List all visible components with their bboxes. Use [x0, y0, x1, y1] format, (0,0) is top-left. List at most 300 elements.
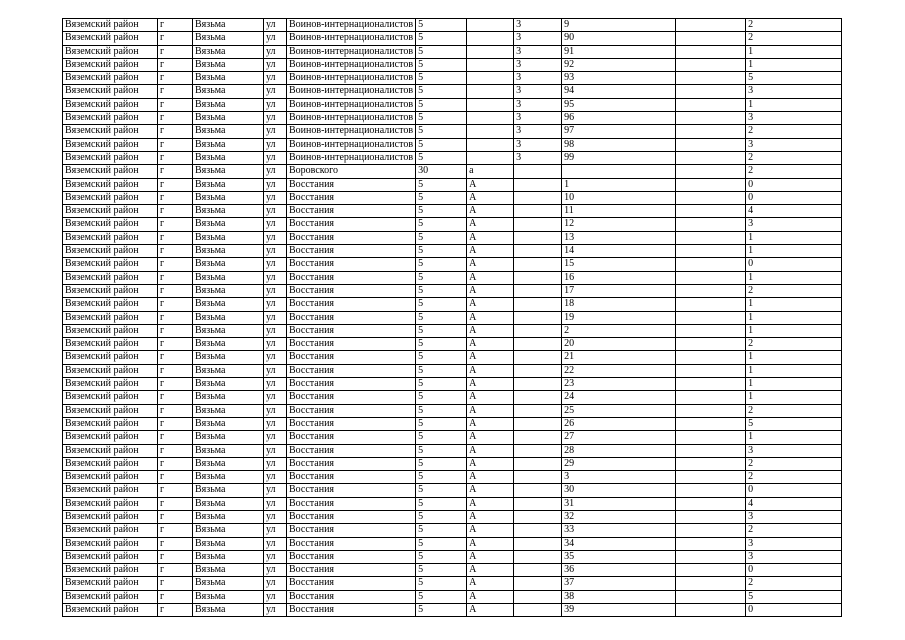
cell-apartment: 1	[562, 178, 676, 191]
cell-building	[514, 378, 562, 391]
cell-settlement-type: г	[158, 205, 193, 218]
cell-street-type: ул	[264, 338, 287, 351]
cell-street-type: ул	[264, 351, 287, 364]
cell-settlement-type: г	[158, 271, 193, 284]
cell-district: Вяземский район	[63, 85, 158, 98]
cell-apartment: 15	[562, 258, 676, 271]
cell-building: 3	[514, 58, 562, 71]
cell-apartment: 34	[562, 537, 676, 550]
cell-street: Восстания	[287, 258, 416, 271]
cell-apartment: 33	[562, 524, 676, 537]
cell-count: 5	[746, 590, 842, 603]
cell-settlement: Вязьма	[193, 85, 264, 98]
cell-district: Вяземский район	[63, 324, 158, 337]
cell-count: 2	[746, 19, 842, 32]
table-row	[63, 537, 842, 550]
cell-count: 0	[746, 178, 842, 191]
cell-street: Восстания	[287, 245, 416, 258]
cell-apartment: 92	[562, 58, 676, 71]
table-row	[63, 284, 842, 297]
cell-settlement: Вязьма	[193, 444, 264, 457]
cell-settlement: Вязьма	[193, 497, 264, 510]
cell-house-number: 5	[416, 58, 467, 71]
cell-settlement-type: г	[158, 338, 193, 351]
cell-settlement: Вязьма	[193, 245, 264, 258]
cell-settlement-type: г	[158, 604, 193, 617]
cell-street-type: ул	[264, 444, 287, 457]
cell-street: Воинов-интернационалистов	[287, 45, 416, 58]
cell-count: 0	[746, 191, 842, 204]
cell-blank	[676, 45, 746, 58]
cell-district: Вяземский район	[63, 431, 158, 444]
cell-house-number: 5	[416, 564, 467, 577]
cell-house-letter: А	[467, 258, 514, 271]
table-row	[63, 218, 842, 231]
cell-building	[514, 351, 562, 364]
table-row	[63, 85, 842, 98]
cell-street: Восстания	[287, 444, 416, 457]
cell-settlement: Вязьма	[193, 391, 264, 404]
table-row	[63, 245, 842, 258]
cell-blank	[676, 537, 746, 550]
cell-count: 1	[746, 231, 842, 244]
cell-house-letter: А	[467, 404, 514, 417]
cell-district: Вяземский район	[63, 125, 158, 138]
cell-settlement: Вязьма	[193, 550, 264, 563]
cell-blank	[676, 72, 746, 85]
cell-district: Вяземский район	[63, 497, 158, 510]
cell-district: Вяземский район	[63, 178, 158, 191]
cell-street-type: ул	[264, 431, 287, 444]
cell-count: 2	[746, 338, 842, 351]
cell-house-number: 5	[416, 298, 467, 311]
cell-street-type: ул	[264, 471, 287, 484]
cell-house-letter: А	[467, 338, 514, 351]
cell-count: 2	[746, 165, 842, 178]
cell-street: Воинов-интернационалистов	[287, 98, 416, 111]
cell-apartment: 90	[562, 32, 676, 45]
cell-street: Восстания	[287, 205, 416, 218]
cell-street-type: ул	[264, 138, 287, 151]
table-row	[63, 45, 842, 58]
cell-house-number: 5	[416, 550, 467, 563]
cell-building: 3	[514, 19, 562, 32]
cell-street: Восстания	[287, 404, 416, 417]
table-row	[63, 58, 842, 71]
cell-settlement-type: г	[158, 58, 193, 71]
cell-district: Вяземский район	[63, 364, 158, 377]
cell-building	[514, 484, 562, 497]
table-row	[63, 112, 842, 125]
cell-apartment: 36	[562, 564, 676, 577]
table-body	[63, 19, 842, 617]
cell-street: Восстания	[287, 178, 416, 191]
table-row	[63, 138, 842, 151]
cell-count: 2	[746, 151, 842, 164]
cell-house-number: 5	[416, 72, 467, 85]
cell-blank	[676, 191, 746, 204]
cell-street: Восстания	[287, 364, 416, 377]
cell-house-letter: А	[467, 550, 514, 563]
cell-settlement: Вязьма	[193, 72, 264, 85]
cell-district: Вяземский район	[63, 417, 158, 430]
cell-house-number: 5	[416, 524, 467, 537]
cell-settlement-type: г	[158, 19, 193, 32]
cell-settlement: Вязьма	[193, 125, 264, 138]
cell-street: Восстания	[287, 550, 416, 563]
table-row	[63, 484, 842, 497]
cell-count: 3	[746, 537, 842, 550]
cell-street: Восстания	[287, 471, 416, 484]
cell-settlement-type: г	[158, 417, 193, 430]
cell-settlement-type: г	[158, 537, 193, 550]
cell-district: Вяземский район	[63, 165, 158, 178]
cell-building	[514, 178, 562, 191]
cell-district: Вяземский район	[63, 471, 158, 484]
cell-settlement-type: г	[158, 165, 193, 178]
cell-count: 3	[746, 112, 842, 125]
cell-blank	[676, 165, 746, 178]
table-row	[63, 590, 842, 603]
cell-building	[514, 218, 562, 231]
cell-house-letter	[467, 45, 514, 58]
cell-district: Вяземский район	[63, 564, 158, 577]
cell-street: Восстания	[287, 417, 416, 430]
cell-street-type: ул	[264, 311, 287, 324]
cell-count: 1	[746, 351, 842, 364]
cell-district: Вяземский район	[63, 351, 158, 364]
cell-district: Вяземский район	[63, 311, 158, 324]
cell-house-letter: А	[467, 564, 514, 577]
cell-apartment: 10	[562, 191, 676, 204]
cell-house-letter	[467, 19, 514, 32]
cell-settlement-type: г	[158, 191, 193, 204]
cell-building	[514, 311, 562, 324]
cell-building	[514, 245, 562, 258]
table-row	[63, 271, 842, 284]
cell-settlement: Вязьма	[193, 284, 264, 297]
cell-building: 3	[514, 125, 562, 138]
cell-district: Вяземский район	[63, 391, 158, 404]
cell-house-number: 5	[416, 125, 467, 138]
cell-street-type: ул	[264, 378, 287, 391]
cell-blank	[676, 577, 746, 590]
cell-settlement: Вязьма	[193, 32, 264, 45]
cell-building: 3	[514, 112, 562, 125]
cell-district: Вяземский район	[63, 205, 158, 218]
cell-house-letter: А	[467, 191, 514, 204]
cell-house-number: 5	[416, 178, 467, 191]
cell-settlement: Вязьма	[193, 364, 264, 377]
cell-count: 1	[746, 45, 842, 58]
cell-house-letter: А	[467, 245, 514, 258]
table-row	[63, 311, 842, 324]
cell-house-number: 5	[416, 351, 467, 364]
table-row	[63, 191, 842, 204]
cell-building	[514, 457, 562, 470]
cell-apartment: 28	[562, 444, 676, 457]
cell-building	[514, 391, 562, 404]
cell-house-number: 5	[416, 404, 467, 417]
cell-house-number: 5	[416, 218, 467, 231]
cell-building	[514, 284, 562, 297]
cell-blank	[676, 231, 746, 244]
cell-building	[514, 537, 562, 550]
cell-settlement: Вязьма	[193, 138, 264, 151]
cell-building: 3	[514, 45, 562, 58]
cell-blank	[676, 218, 746, 231]
cell-apartment: 38	[562, 590, 676, 603]
cell-count: 2	[746, 125, 842, 138]
cell-house-number: 5	[416, 205, 467, 218]
cell-apartment: 99	[562, 151, 676, 164]
cell-count: 1	[746, 364, 842, 377]
cell-street-type: ул	[264, 391, 287, 404]
cell-house-letter: А	[467, 497, 514, 510]
cell-building	[514, 444, 562, 457]
cell-settlement-type: г	[158, 510, 193, 523]
cell-building: 3	[514, 98, 562, 111]
cell-blank	[676, 471, 746, 484]
table-row	[63, 151, 842, 164]
cell-settlement-type: г	[158, 431, 193, 444]
cell-blank	[676, 19, 746, 32]
cell-settlement: Вязьма	[193, 338, 264, 351]
cell-settlement: Вязьма	[193, 191, 264, 204]
cell-settlement: Вязьма	[193, 524, 264, 537]
cell-blank	[676, 205, 746, 218]
cell-apartment: 37	[562, 577, 676, 590]
cell-apartment: 9	[562, 19, 676, 32]
cell-street-type: ул	[264, 417, 287, 430]
cell-building: 3	[514, 72, 562, 85]
cell-apartment: 14	[562, 245, 676, 258]
cell-house-letter: А	[467, 590, 514, 603]
cell-building: 3	[514, 85, 562, 98]
cell-street-type: ул	[264, 564, 287, 577]
cell-house-number: 5	[416, 151, 467, 164]
cell-street: Воровского	[287, 165, 416, 178]
cell-house-number: 5	[416, 484, 467, 497]
cell-count: 3	[746, 218, 842, 231]
cell-settlement-type: г	[158, 72, 193, 85]
cell-district: Вяземский район	[63, 444, 158, 457]
cell-street-type: ул	[264, 178, 287, 191]
cell-street: Восстания	[287, 484, 416, 497]
cell-building	[514, 417, 562, 430]
cell-settlement: Вязьма	[193, 324, 264, 337]
cell-street-type: ул	[264, 324, 287, 337]
cell-house-number: 30	[416, 165, 467, 178]
cell-street-type: ул	[264, 218, 287, 231]
cell-street-type: ул	[264, 497, 287, 510]
table-row	[63, 338, 842, 351]
cell-apartment: 31	[562, 497, 676, 510]
cell-apartment: 35	[562, 550, 676, 563]
cell-house-letter: А	[467, 324, 514, 337]
cell-settlement-type: г	[158, 404, 193, 417]
cell-apartment: 17	[562, 284, 676, 297]
cell-settlement-type: г	[158, 231, 193, 244]
cell-count: 3	[746, 550, 842, 563]
cell-street-type: ул	[264, 364, 287, 377]
cell-street: Восстания	[287, 191, 416, 204]
cell-building	[514, 550, 562, 563]
cell-settlement: Вязьма	[193, 258, 264, 271]
cell-building	[514, 577, 562, 590]
table-row	[63, 604, 842, 617]
cell-count: 1	[746, 391, 842, 404]
cell-district: Вяземский район	[63, 58, 158, 71]
cell-house-number: 5	[416, 471, 467, 484]
cell-apartment: 22	[562, 364, 676, 377]
cell-house-number: 5	[416, 378, 467, 391]
cell-settlement-type: г	[158, 471, 193, 484]
cell-street-type: ул	[264, 298, 287, 311]
cell-blank	[676, 510, 746, 523]
cell-building	[514, 191, 562, 204]
cell-apartment: 13	[562, 231, 676, 244]
cell-house-letter: А	[467, 178, 514, 191]
cell-district: Вяземский район	[63, 98, 158, 111]
cell-district: Вяземский район	[63, 112, 158, 125]
cell-blank	[676, 524, 746, 537]
cell-count: 2	[746, 457, 842, 470]
cell-street-type: ул	[264, 550, 287, 563]
cell-apartment: 27	[562, 431, 676, 444]
cell-apartment: 19	[562, 311, 676, 324]
cell-house-number: 5	[416, 85, 467, 98]
cell-count: 2	[746, 524, 842, 537]
cell-street-type: ул	[264, 271, 287, 284]
cell-street-type: ул	[264, 510, 287, 523]
cell-house-letter: А	[467, 311, 514, 324]
cell-apartment: 11	[562, 205, 676, 218]
cell-blank	[676, 550, 746, 563]
cell-count: 1	[746, 324, 842, 337]
cell-house-letter: А	[467, 444, 514, 457]
cell-building	[514, 404, 562, 417]
cell-house-letter	[467, 32, 514, 45]
table-row	[63, 205, 842, 218]
cell-house-letter: А	[467, 218, 514, 231]
cell-blank	[676, 32, 746, 45]
cell-settlement: Вязьма	[193, 537, 264, 550]
cell-blank	[676, 590, 746, 603]
cell-house-letter	[467, 85, 514, 98]
cell-district: Вяземский район	[63, 577, 158, 590]
cell-blank	[676, 112, 746, 125]
cell-settlement-type: г	[158, 444, 193, 457]
cell-district: Вяземский район	[63, 378, 158, 391]
table-row	[63, 125, 842, 138]
table-row	[63, 497, 842, 510]
cell-blank	[676, 271, 746, 284]
cell-street: Восстания	[287, 590, 416, 603]
cell-house-letter: А	[467, 457, 514, 470]
cell-house-number: 5	[416, 537, 467, 550]
cell-house-letter: а	[467, 165, 514, 178]
cell-building	[514, 590, 562, 603]
table-row	[63, 431, 842, 444]
cell-settlement: Вязьма	[193, 178, 264, 191]
cell-blank	[676, 484, 746, 497]
cell-settlement-type: г	[158, 284, 193, 297]
cell-blank	[676, 338, 746, 351]
cell-street-type: ул	[264, 404, 287, 417]
table-row	[63, 550, 842, 563]
cell-street-type: ул	[264, 45, 287, 58]
cell-apartment: 21	[562, 351, 676, 364]
table-row	[63, 351, 842, 364]
cell-street: Воинов-интернационалистов	[287, 151, 416, 164]
cell-settlement: Вязьма	[193, 165, 264, 178]
cell-blank	[676, 98, 746, 111]
cell-district: Вяземский район	[63, 271, 158, 284]
table-row	[63, 324, 842, 337]
cell-house-letter	[467, 58, 514, 71]
cell-settlement: Вязьма	[193, 231, 264, 244]
cell-settlement-type: г	[158, 85, 193, 98]
cell-house-number: 5	[416, 364, 467, 377]
table-row	[63, 364, 842, 377]
cell-settlement-type: г	[158, 378, 193, 391]
cell-building	[514, 165, 562, 178]
cell-street-type: ул	[264, 191, 287, 204]
cell-settlement-type: г	[158, 138, 193, 151]
cell-street: Воинов-интернационалистов	[287, 138, 416, 151]
cell-street: Воинов-интернационалистов	[287, 58, 416, 71]
table-row	[63, 72, 842, 85]
cell-street-type: ул	[264, 85, 287, 98]
cell-street: Восстания	[287, 231, 416, 244]
cell-street-type: ул	[264, 32, 287, 45]
cell-street: Восстания	[287, 431, 416, 444]
cell-blank	[676, 564, 746, 577]
cell-blank	[676, 404, 746, 417]
cell-house-letter: А	[467, 510, 514, 523]
cell-count: 5	[746, 417, 842, 430]
cell-apartment: 96	[562, 112, 676, 125]
cell-blank	[676, 364, 746, 377]
cell-district: Вяземский район	[63, 45, 158, 58]
cell-house-letter	[467, 112, 514, 125]
cell-settlement: Вязьма	[193, 471, 264, 484]
table-row	[63, 19, 842, 32]
cell-street-type: ул	[264, 284, 287, 297]
cell-district: Вяземский район	[63, 72, 158, 85]
cell-settlement: Вязьма	[193, 590, 264, 603]
cell-settlement-type: г	[158, 45, 193, 58]
cell-street-type: ул	[264, 590, 287, 603]
cell-apartment: 24	[562, 391, 676, 404]
cell-street: Восстания	[287, 311, 416, 324]
cell-district: Вяземский район	[63, 298, 158, 311]
cell-settlement: Вязьма	[193, 45, 264, 58]
cell-settlement-type: г	[158, 32, 193, 45]
cell-settlement-type: г	[158, 258, 193, 271]
cell-settlement-type: г	[158, 178, 193, 191]
cell-street-type: ул	[264, 165, 287, 178]
cell-house-letter	[467, 98, 514, 111]
cell-apartment: 2	[562, 324, 676, 337]
table-row	[63, 98, 842, 111]
cell-district: Вяземский район	[63, 457, 158, 470]
cell-street: Восстания	[287, 351, 416, 364]
cell-street: Восстания	[287, 218, 416, 231]
cell-blank	[676, 245, 746, 258]
cell-street: Воинов-интернационалистов	[287, 32, 416, 45]
